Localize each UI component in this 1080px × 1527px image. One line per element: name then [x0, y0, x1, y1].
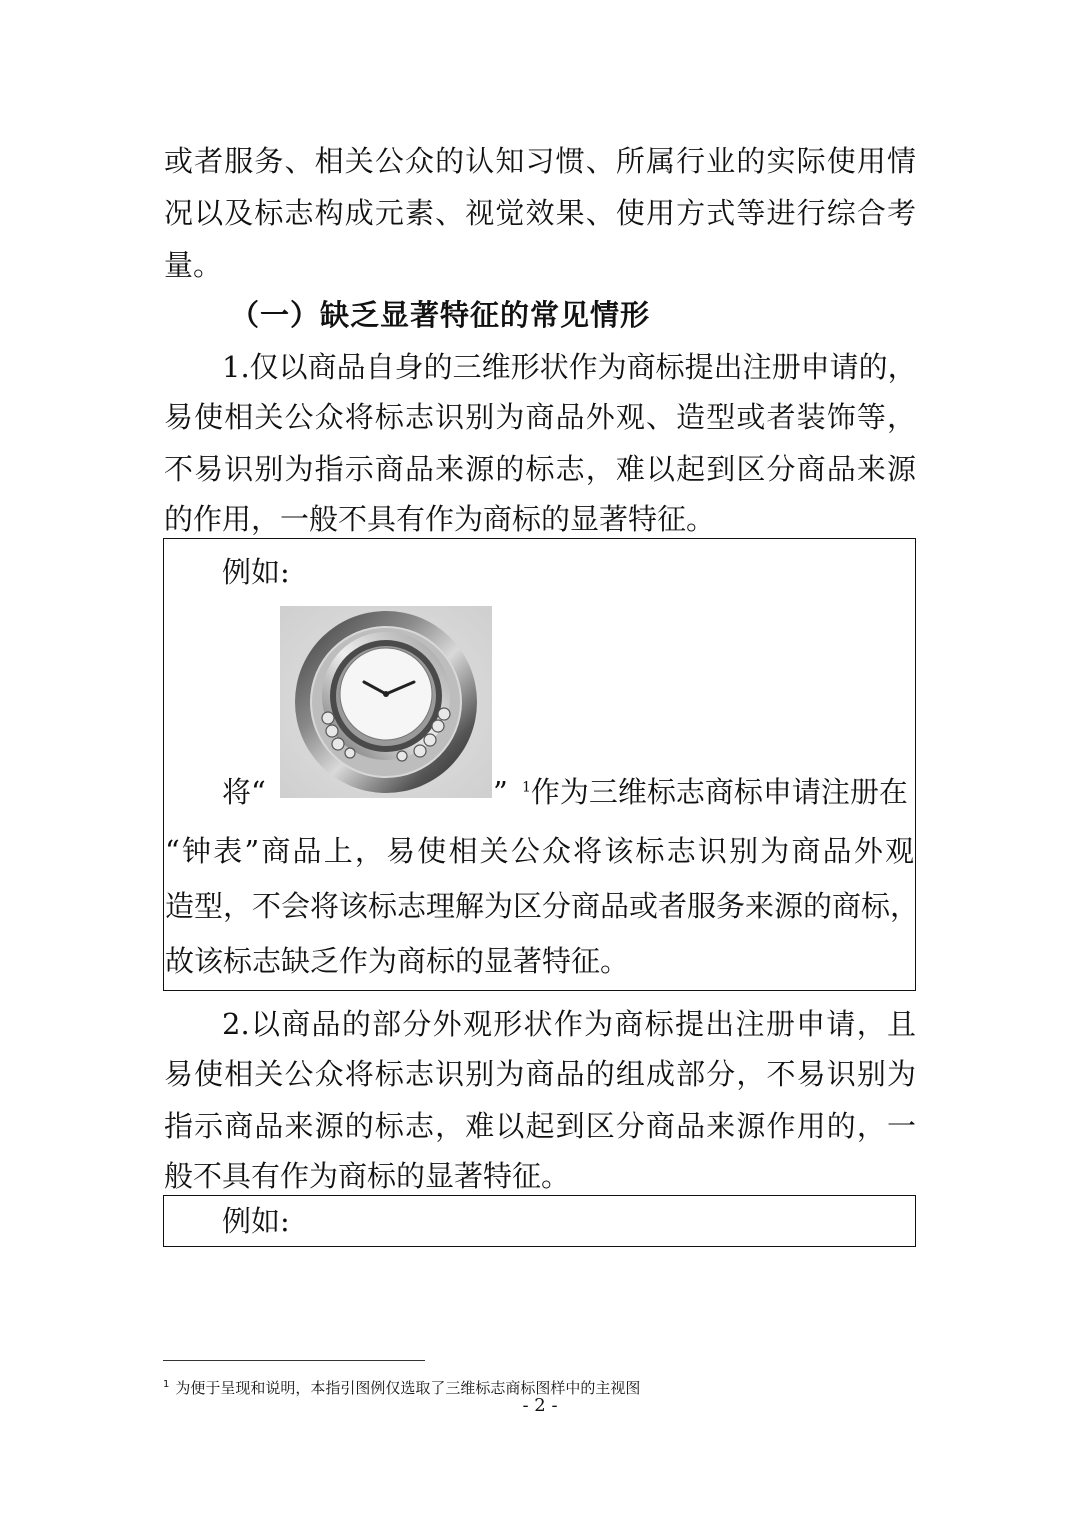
example1-line-1-rest	[522, 772, 914, 812]
example2-label: 例如:	[222, 1204, 290, 1238]
example1-quote-close: ”	[493, 775, 508, 809]
item2-line-4: 般不具有作为商标的显著特征。	[164, 1159, 571, 1193]
page-number: - 2 -	[522, 1395, 558, 1416]
footnote-number: 1	[163, 1379, 170, 1390]
item1-line-1: 1.仅以商品自身的三维形状作为商标提出注册申请的，	[222, 350, 917, 384]
footnote-rule	[163, 1360, 425, 1361]
item1-line-3: 不易识别为指示商品来源的标志，难以起到区分商品来源	[164, 452, 916, 486]
item1-line-2: 易使相关公众将标志识别为商品外观、造型或者装饰等，	[164, 400, 916, 434]
example1-label: 例如:	[222, 555, 290, 589]
example1-line-1-text: 作为三维标志商标申请注册在	[530, 775, 908, 809]
item2-line-3: 指示商品来源的标志，难以起到区分商品来源作用的，一	[164, 1109, 916, 1143]
example1-line-4: 故该标志缺乏作为商标的显著特征。	[165, 944, 630, 978]
section-heading: （一）缺乏显著特征的常见情形	[230, 298, 651, 332]
watch-trademark-image	[280, 606, 492, 798]
example1-line-2: “钟表”商品上，易使相关公众将该标志识别为商品外观	[165, 834, 914, 868]
example1-prefix: 将“	[222, 775, 266, 809]
example1-line-3: 造型，不会将该标志理解为区分商品或者服务来源的商标，	[165, 889, 920, 923]
footnote-ref-1: 1	[522, 779, 531, 796]
footnote-text: 为便于呈现和说明，本指引图例仅选取了三维标志商标图样中的主视图	[175, 1379, 641, 1397]
item2-line-2: 易使相关公众将标志识别为商品的组成部分，不易识别为	[164, 1057, 916, 1091]
intro-line-1: 或者服务、相关公众的认知习惯、所属行业的实际使用情	[164, 144, 916, 178]
item2-line-1: 2.以商品的部分外观形状作为商标提出注册申请，且	[222, 1007, 916, 1041]
item1-line-4: 的作用，一般不具有作为商标的显著特征。	[164, 502, 716, 536]
intro-line-3: 量。	[164, 248, 223, 282]
intro-line-2: 况以及标志构成元素、视觉效果、使用方式等进行综合考	[164, 196, 916, 230]
